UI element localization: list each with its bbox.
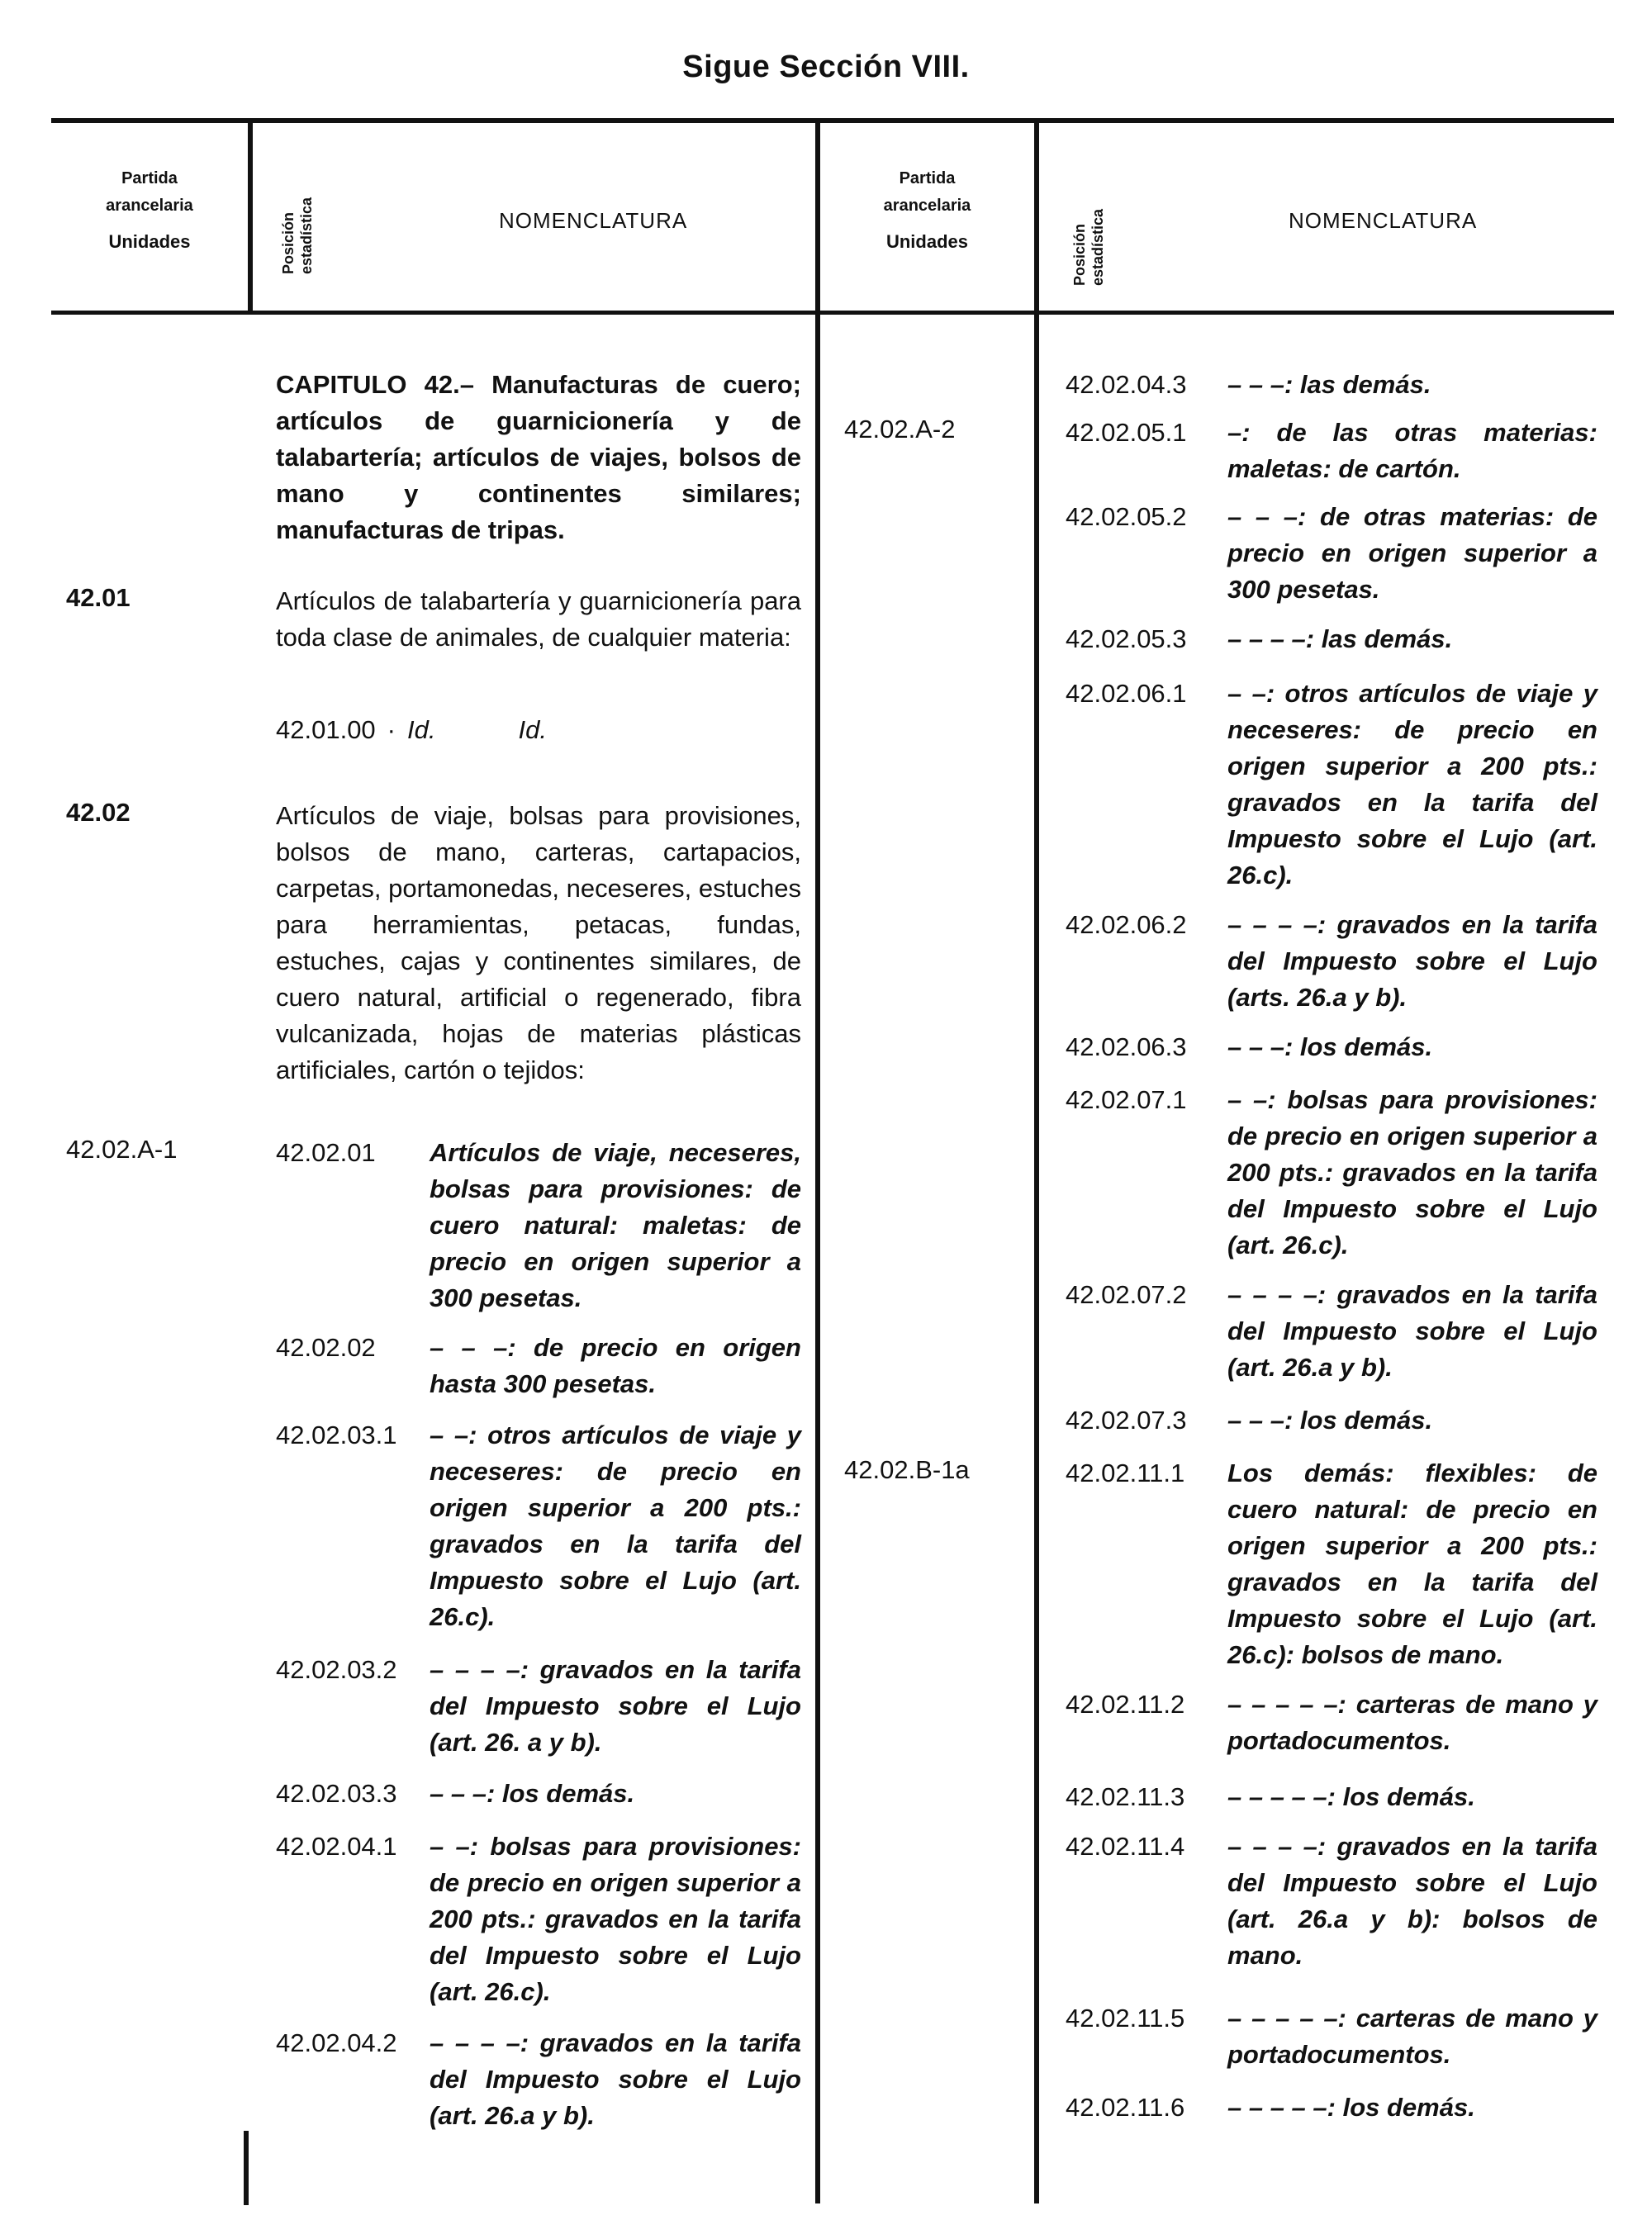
entry-text: – – –: de precio en origen hasta 300 pesetas. [430,1333,801,1398]
header-posicion-line1: Posición [280,211,297,274]
entry-text: – – – – –: carteras de mano y portadocumentos. [1227,1690,1597,1755]
partida-42-01: 42.01 [66,583,131,612]
entry-42-02-06-2 [1066,907,1597,1016]
partida-42-02-a-1: 42.02.A-1 [66,1135,178,1164]
entry-code: 42.02.07.2 [1066,1280,1187,1309]
column-divider-1 [248,122,253,312]
page-title: Sigue Sección VIII. [682,50,970,84]
entry-42-02-06-3 [1066,1029,1597,1065]
entry-42-02-02 [276,1330,801,1402]
entry-42-02-11-4 [1066,1829,1597,1974]
partida-42-02-description: Artículos de viaje, bolsas para provisiones, bolsos de mano, carteras, cartapacios, carpetas, portamonedas, neceseres, estuches para herramientas, petacas, fundas, estuches, cajas y continentes similares, de cuero natural, artificial o regenerado, fibra vulcanizada, hojas de materias plásticas artificiales, cartón o tejidos: [276,801,801,1084]
entry-text: Artículos de viaje, neceseres, bolsas para provisiones: de cuero natural: maletas: de precio en origen superior a 300 pesetas. [430,1138,801,1312]
header-partida-right [820,165,1034,255]
header-partida-left [51,165,248,255]
entry-code: 42.02.11.6 [1066,2093,1185,2122]
entry-code: 42.02.11.3 [1066,1782,1185,1811]
entry-code: 42.02.03.3 [276,1779,397,1808]
entry-42-02-11-3 [1066,1779,1597,1815]
header-unidades: Unidades [885,231,969,252]
entry-text: – – – –: gravados en la tarifa del Impuesto sobre el Lujo (art. 26.a y b). [1227,1280,1597,1382]
entry-42-02-03-3 [276,1776,801,1812]
entry-code: 42.02.11.1 [1066,1459,1185,1487]
partida-42-02: 42.02 [66,798,131,827]
entry-code: 42.02.01 [276,1138,376,1167]
entry-code: 42.02.02 [276,1333,376,1362]
entry-42-02-01 [276,1135,801,1316]
entry-code: 42.02.11.4 [1066,1832,1185,1861]
entry-42-02-03-1 [276,1417,801,1635]
header-posicion-line2: estadística [1089,208,1106,286]
entry-text: –: de las otras materias: maletas: de cartón. [1227,418,1597,483]
entry-text: – – – – –: los demás. [1227,1782,1475,1811]
partida-42-02-a-2: 42.02.A-2 [844,415,956,444]
entry-text: – – – – –: carteras de mano y portadocumentos. [1227,2004,1597,2069]
entry-text: – – – –: gravados en la tarifa del Impuesto sobre el Lujo (art. 26. a y b). [430,1655,801,1757]
entry-text: – – –: los demás. [430,1779,635,1808]
entry-code: 42.02.11.5 [1066,2004,1185,2033]
entry-code: 42.02.04.2 [276,2028,397,2057]
entry-text: – –: bolsas para provisiones: de precio en origen superior a 200 pts.: gravados en la tarifa del Impuesto sobre el Lujo (art. 26.c). [1227,1085,1597,1259]
entry-text: – –: bolsas para provisiones: de precio en origen superior a 200 pts.: gravados en la tarifa del Impuesto sobre el Lujo (art. 26.c). [430,1832,801,2006]
center-divider [815,122,820,2203]
entry-text: – – –: los demás. [1227,1406,1433,1435]
entry-text: Los demás: flexibles: de cuero natural: de precio en origen superior a 200 pts.: gravados en la tarifa del Impuesto sobre el Lujo (art. 26.c): bolsos de mano. [1227,1459,1597,1669]
entry-text: – – – – –: los demás. [1227,2093,1475,2122]
entry-code: 42.02.04.1 [276,1832,397,1861]
entry-42-02-11-2 [1066,1686,1597,1759]
entry-code: 42.02.03.1 [276,1421,397,1449]
entry-42-02-05-2 [1066,499,1597,608]
header-unidades: Unidades [108,231,191,252]
header-posicion-right [1070,209,1107,286]
header-posicion-line1: Posición [1071,223,1088,286]
chapter-heading: CAPITULO 42.– Manufacturas de cuero; artículos de guarnicionería y de talabartería; artículos de viajes, bolsos de mano y continentes similares; manufacturas de tripas. [276,370,801,544]
header-partida-line1: Partida [899,169,956,187]
entry-42-02-11-6 [1066,2090,1597,2126]
entry-code: 42.02.06.2 [1066,910,1187,939]
entry-code: 42.01.00 [276,715,376,744]
entry-text: – – –: los demás. [1227,1032,1433,1061]
header-bottom-rule [51,311,1614,315]
entry-text: – – – –: gravados en la tarifa del Impuesto sobre el Lujo (art. 26.a y b). [430,2028,801,2130]
entry-42-02-07-3 [1066,1402,1597,1439]
table-top-rule [51,118,1614,123]
entry-code: 42.02.03.2 [276,1655,397,1684]
entry-id-2: Id. [518,715,547,744]
entry-42-02-11-1 [1066,1455,1597,1673]
header-posicion-left [279,197,316,274]
entry-code: 42.02.11.2 [1066,1690,1185,1719]
entry-text: – –: otros artículos de viaje y neceseres: de precio en origen superior a 200 pts.: gravados en la tarifa del Impuesto sobre el Lujo (art. 26.c). [430,1421,801,1631]
entry-42-02-07-1 [1066,1082,1597,1264]
entry-code: 42.02.05.1 [1066,418,1187,447]
header-posicion-line2: estadística [298,197,315,274]
entry-42-02-11-5 [1066,2000,1597,2073]
entry-text: – – – –: gravados en la tarifa del Impuesto sobre el Lujo (art. 26.a y b): bolsos de mano. [1227,1832,1597,1970]
entry-42-02-05-1 [1066,415,1597,487]
entry-code: 42.02.04.3 [1066,370,1187,399]
entry-42-02-04-2 [276,2025,801,2134]
entry-code: 42.02.05.2 [1066,502,1187,531]
header-partida-line2: arancelaria [883,197,971,215]
entry-text: – – –: de otras materias: de precio en origen superior a 300 pesetas. [1227,502,1597,604]
partida-42-01-description: Artículos de talabartería y guarnicionería para toda clase de animales, de cualquier materia: [276,586,801,652]
partida-42-02-b-1a: 42.02.B-1a [844,1455,970,1484]
entry-42-01-00 [276,712,801,748]
entry-42-02-06-1 [1066,676,1597,894]
entry-text: – – –: las demás. [1227,370,1431,399]
entry-42-02-04-1 [276,1829,801,2010]
header-partida-line2: arancelaria [106,197,193,215]
entry-42-02-03-2 [276,1652,801,1761]
entry-code: 42.02.06.3 [1066,1032,1187,1061]
column-divider-2 [244,2131,249,2205]
header-nomenclatura-right: NOMENCLATURA [1289,208,1478,233]
entry-42-02-05-3 [1066,621,1597,657]
entry-text: – – – –: las demás. [1227,624,1453,653]
entry-code: 42.02.05.3 [1066,624,1187,653]
column-divider-3 [1034,122,1039,2203]
entry-code: 42.02.07.3 [1066,1406,1187,1435]
entry-42-02-04-3 [1066,367,1597,403]
entry-text: – –: otros artículos de viaje y neceseres: de precio en origen superior a 200 pts.: gravados en la tarifa del Impuesto sobre el Lujo (art. 26.c). [1227,679,1597,889]
entry-text: – – – –: gravados en la tarifa del Impuesto sobre el Lujo (arts. 26.a y b). [1227,910,1597,1012]
entry-code: 42.02.06.1 [1066,679,1187,708]
entry-id-1: Id. [407,715,436,744]
entry-code: 42.02.07.1 [1066,1085,1187,1114]
header-partida-line1: Partida [121,169,178,187]
entry-separator: · [387,715,396,744]
entry-42-02-07-2 [1066,1277,1597,1386]
header-nomenclatura-left: NOMENCLATURA [499,208,688,233]
